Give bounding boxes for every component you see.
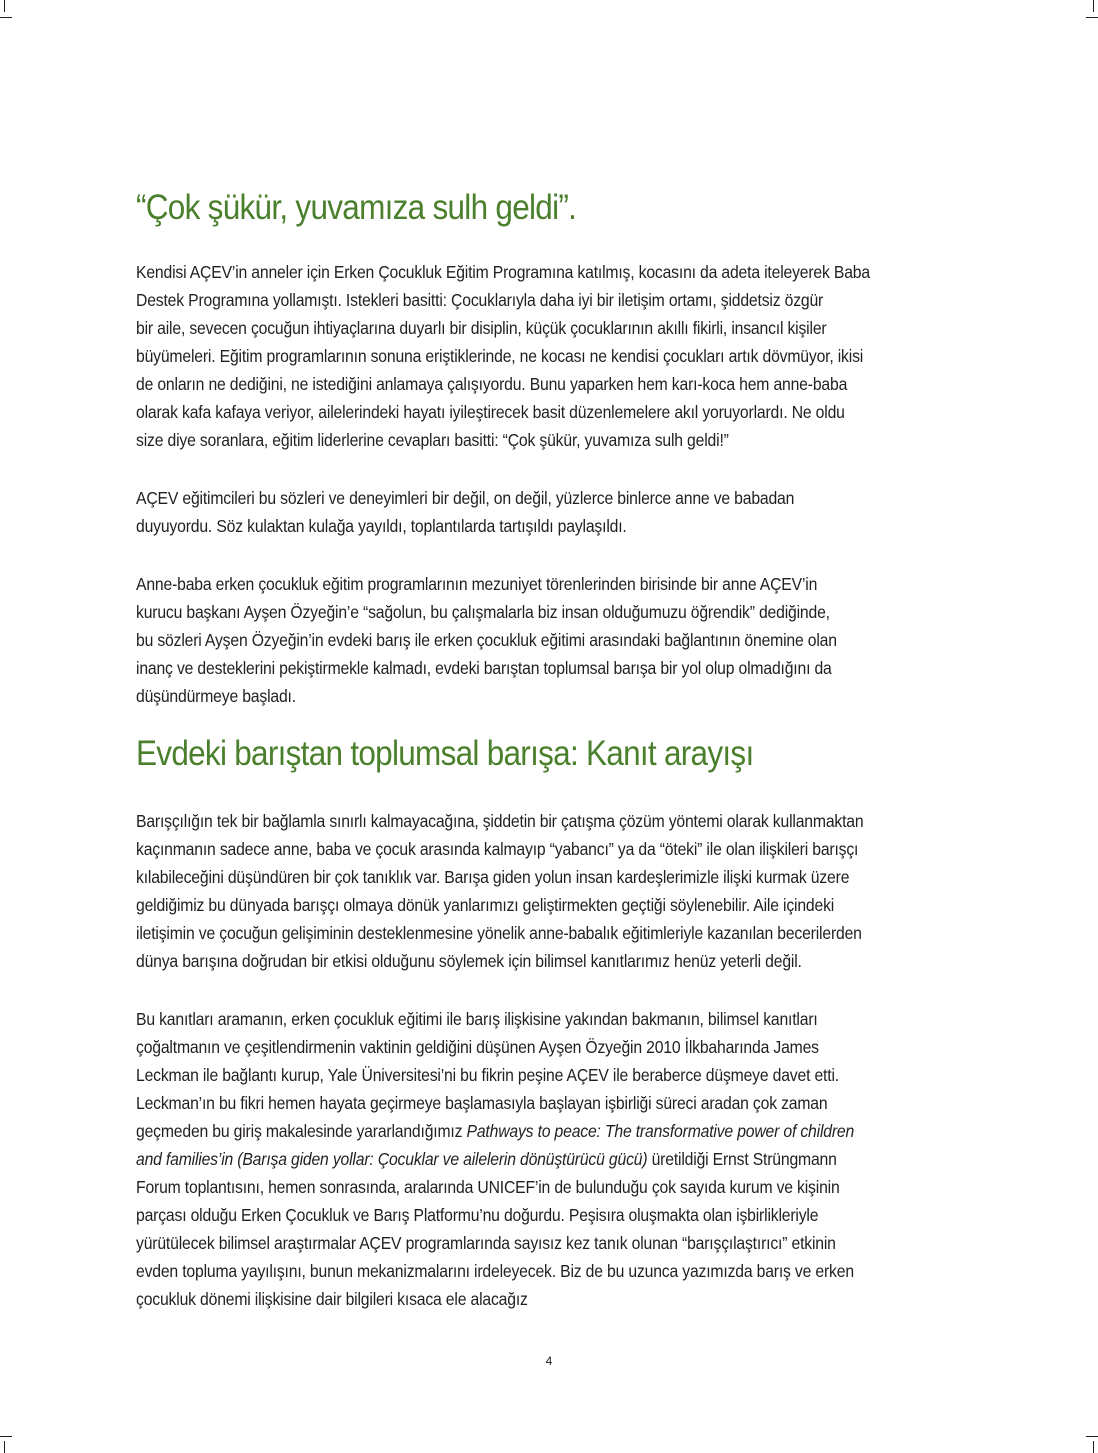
paragraph-1 [136, 258, 973, 454]
text-line: de onların ne dediğini, ne istediğini anlamaya çalışıyordu. Bunu yaparken hem karı-koca hem anne-baba [136, 374, 848, 394]
plain-text: geçmeden bu giriş makalesinde yararlandığımız [136, 1121, 467, 1141]
text-line: geldiğimiz bu dünyada barışçı olmaya dönük yanlarımızı geliştirmekten geçtiği söylenebilir. Aile içindeki [136, 895, 835, 915]
page-number: 4 [545, 1354, 553, 1368]
crop-mark [1086, 17, 1098, 18]
crop-mark [4, 1441, 5, 1453]
text-line: Leckman ile bağlantı kurup, Yale Üniversitesi’ni bu fikrin peşine AÇEV ile beraberce düşmeye davet etti. [136, 1065, 839, 1085]
text-line: evden topluma yayılışını, bunun mekanizmalarını irdeleyecek. Biz de bu uzunca yazımızda barış ve erken [136, 1261, 854, 1281]
text-line: iletişimin ve çocuğun gelişiminin desteklenmesine yönelik anne-babalık eğitimleriyle kazanılan becerilerden [136, 923, 862, 943]
text-line: büyümeleri. Eğitim programlarının sonuna eriştiklerinde, ne kocası ne kendisi çocukları artık dövmüyor, ikisi [136, 346, 864, 366]
section-heading-quote: “Çok şükür, yuvamıza sulh geldi”. [136, 188, 577, 227]
text-line: yürütülecek bilimsel araştırmalar AÇEV programlarında sayısız kez tanık olunan “barışçılaştırıcı” etkinin [136, 1233, 836, 1253]
paragraph-5 [136, 1005, 973, 1313]
text-line: Anne-baba erken çocukluk eğitim programlarının mezuniyet törenlerinden birisinde bir anne AÇEV’in [136, 574, 818, 594]
text-line: bir aile, sevecen çocuğun ihtiyaçlarına duyarlı bir disiplin, küçük çocuklarının akıllı fikirli, insancıl kişiler [136, 318, 827, 338]
section-heading-evidence: Evdeki barıştan toplumsal barışa: Kanıt arayışı [136, 734, 754, 773]
book-title-italic: Pathways to peace: The transformative power of children [466, 1121, 855, 1141]
book-title-italic: and families’in (Barışa giden yollar: Çocuklar ve ailelerin dönüştürücü gücü) [136, 1149, 648, 1169]
text-line: düşündürmeye başladı. [136, 686, 296, 706]
text-line: Forum toplantısını, hemen sonrasında, aralarında UNICEF’in de bulunduğu çok sayıda kurum ve kişinin [136, 1177, 840, 1197]
text-line: inanç ve desteklerini pekiştirmekle kalmadı, evdeki barıştan toplumsal barışa bir yol olup olmadığını da [136, 658, 832, 678]
text-line: size diye soranlara, eğitim liderlerine cevapları basitti: “Çok şükür, yuvamıza sulh geldi!” [136, 430, 729, 450]
text-line: kaçınmanın sadece anne, baba ve çocuk arasında kalmayıp “yabancı” ya da “öteki” ile olan ilişkileri barışçı [136, 839, 859, 859]
text-line: kurucu başkanı Ayşen Özyeğin’e “sağolun, bu çalışmalarla biz insan olduğumuzu öğrendik” dediğinde, [136, 602, 830, 622]
text-line: olarak kafa kafaya veriyor, ailelerindeki hayatı iyileştirecek basit düzenlemelere akıl yoruyorlardı. Ne oldu [136, 402, 845, 422]
text-line [136, 1117, 973, 1145]
text-line: AÇEV eğitimcileri bu sözleri ve deneyimleri bir değil, on değil, yüzlerce binlerce anne ve babadan [136, 488, 795, 508]
text-line: Bu kanıtları aramanın, erken çocukluk eğitimi ile barış ilişkisine yakından bakmanın, bilimsel kanıtları [136, 1009, 818, 1029]
text-line: kılabileceğini düşündüren bir çok tanıklık var. Barışa giden yolun insan kardeşlerimizle ilişki kurmak üzere [136, 867, 850, 887]
text-line [136, 1145, 973, 1173]
crop-mark [1093, 0, 1094, 12]
text-line: çoğaltmanın ve çeşitlendirmenin vaktinin geldiğini düşünen Ayşen Özyeğin 2010 İlkbaharında James [136, 1037, 819, 1057]
text-line: Kendisi AÇEV’in anneler için Erken Çocukluk Eğitim Programına katılmış, kocasını da adeta iteleyerek Baba [136, 262, 870, 282]
text-line: çocukluk dönemi ilişkisine dair bilgileri kısaca ele alacağız [136, 1289, 528, 1309]
plain-text: üretildiği Ernst Strüngmann [647, 1149, 837, 1169]
paragraph-3 [136, 570, 973, 710]
crop-mark [4, 0, 5, 12]
crop-mark [0, 1436, 12, 1437]
crop-mark [1086, 1436, 1098, 1437]
text-line: duyuyordu. Söz kulaktan kulağa yayıldı, toplantılarda tartışıldı paylaşıldı. [136, 516, 627, 536]
text-line: Barışçılığın tek bir bağlamla sınırlı kalmayacağına, şiddetin bir çatışma çözüm yöntemi olarak kullanmaktan [136, 811, 864, 831]
paragraph-4 [136, 807, 973, 975]
text-line: dünya barışına doğrudan bir etkisi olduğunu söylemek için bilimsel kanıtlarımız henüz yeterli değil. [136, 951, 802, 971]
text-line: bu sözleri Ayşen Özyeğin’in evdeki barış ile erken çocukluk eğitimi arasındaki bağlantının önemine olan [136, 630, 837, 650]
text-line: Leckman’ın bu fikri hemen hayata geçirmeye başlamasıyla başlayan işbirliği süreci aradan çok zaman [136, 1093, 828, 1113]
text-line: parçası olduğu Erken Çocukluk ve Barış Platformu’nu doğurdu. Peşisıra oluşmakta olan işbirlikleriyle [136, 1205, 819, 1225]
crop-mark [1093, 1441, 1094, 1453]
crop-mark [0, 17, 12, 18]
text-line: Destek Programına yollamıştı. Istekleri basitti: Çocuklarıyla daha iyi bir iletişim ortamı, şiddetsiz özgür [136, 290, 824, 310]
paragraph-2 [136, 484, 973, 540]
